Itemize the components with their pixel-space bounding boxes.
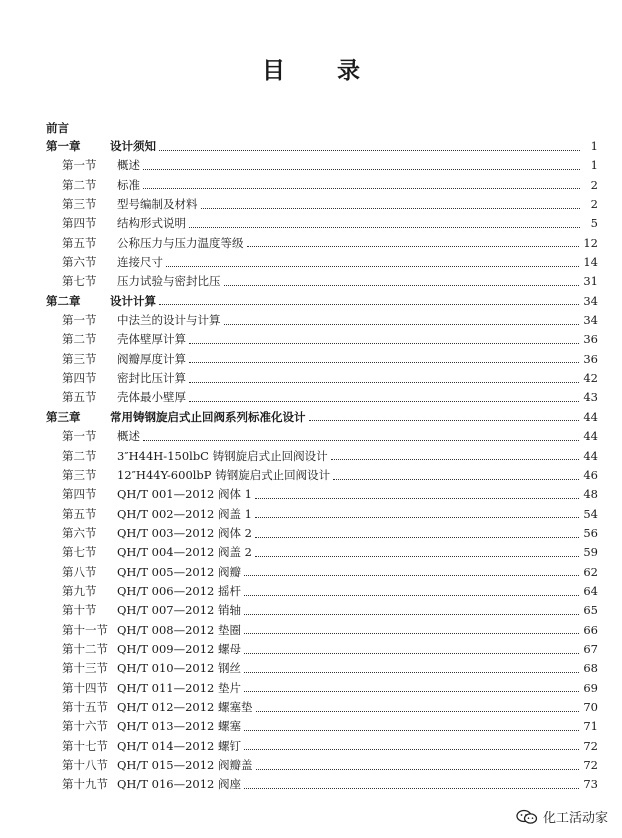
toc-section-3-2[interactable]	[46, 447, 598, 466]
section-label: 第三节	[62, 197, 97, 212]
toc-section-3-3[interactable]	[46, 466, 598, 485]
page-number: 1	[590, 139, 598, 153]
page-number: 64	[583, 583, 598, 598]
dot-leader	[159, 149, 580, 151]
section-title: QH/T 015—2012 阀瓣盖	[117, 758, 253, 772]
dot-leader	[255, 536, 579, 538]
section-label: 第七节	[62, 545, 97, 560]
chapter-label: 第二章	[46, 293, 81, 308]
toc-chapter-3[interactable]	[46, 408, 598, 427]
section-label: 第十一节	[62, 622, 108, 637]
dot-leader	[189, 226, 580, 228]
section-title: QH/T 006—2012 摇杆	[117, 583, 242, 598]
dot-leader	[255, 555, 579, 557]
dot-leader	[247, 245, 580, 247]
page-number: 67	[583, 641, 598, 656]
section-title: QH/T 007—2012 销轴	[117, 603, 242, 618]
toc-preface[interactable]	[46, 119, 598, 137]
section-label: 第五节	[62, 506, 97, 521]
page-number: 66	[583, 622, 598, 637]
section-label: 第二节	[62, 177, 97, 192]
section-title: QH/T 004—2012 阀盖 2	[117, 545, 253, 560]
page-number: 44	[583, 448, 598, 463]
page-number: 48	[583, 487, 598, 502]
dot-leader	[244, 574, 579, 576]
section-label: 第一节	[62, 429, 97, 444]
section-title: 压力试验与密封比压	[117, 274, 221, 289]
preface-label: 前言	[46, 121, 69, 135]
page-number: 70	[583, 699, 598, 714]
page-number: 12	[583, 235, 598, 250]
dot-leader	[244, 729, 579, 731]
section-title: 标准	[117, 177, 140, 192]
section-title: 阀瓣厚度计算	[117, 351, 186, 366]
page-number: 31	[583, 274, 598, 289]
toc-section-2-2[interactable]	[46, 330, 598, 349]
page-number: 59	[583, 545, 598, 560]
section-title: QH/T 005—2012 阀瓣	[117, 564, 242, 579]
page-number: 44	[583, 429, 598, 444]
dot-leader	[244, 787, 579, 789]
page-number: 62	[583, 564, 598, 579]
section-title: 连接尺寸	[117, 255, 163, 270]
section-label: 第十五节	[62, 699, 108, 714]
dot-leader	[244, 652, 579, 654]
dot-leader	[224, 323, 580, 325]
dot-leader	[244, 690, 579, 692]
dot-leader	[333, 478, 579, 480]
section-title: 结构形式说明	[117, 216, 186, 231]
section-label: 第十二节	[62, 641, 108, 656]
toc-section-3-11[interactable]	[46, 621, 598, 640]
section-label: 第四节	[62, 216, 97, 231]
page-number: 72	[583, 738, 598, 753]
section-title: 中法兰的设计与计算	[117, 313, 221, 328]
page-number: 34	[583, 293, 598, 308]
section-label: 第十节	[62, 603, 97, 618]
page-number: 34	[583, 313, 598, 328]
section-label: 第十七节	[62, 738, 108, 753]
toc-section-1-7[interactable]	[46, 272, 598, 291]
toc-section-1-1[interactable]	[46, 156, 598, 175]
toc-section-3-6[interactable]	[46, 524, 598, 543]
toc-section-1-4[interactable]	[46, 214, 598, 233]
toc-section-3-10[interactable]	[46, 601, 598, 620]
dot-leader	[244, 632, 579, 634]
page-number: 69	[583, 680, 598, 695]
dot-leader	[143, 168, 580, 170]
section-title: QH/T 014—2012 螺钉	[117, 738, 242, 753]
dot-leader	[244, 671, 579, 673]
page-number: 1	[590, 158, 598, 173]
toc-section-3-19[interactable]	[46, 775, 598, 794]
page-number: 14	[583, 255, 598, 270]
page-number: 5	[590, 216, 598, 231]
dot-leader	[256, 710, 580, 712]
toc-section-1-5[interactable]	[46, 234, 598, 253]
section-title: 12″H44Y-600lbP 铸钢旋启式止回阀设计	[117, 467, 331, 482]
toc-section-3-15[interactable]	[46, 698, 598, 717]
toc-section-3-4[interactable]	[46, 485, 598, 504]
section-label: 第一节	[62, 313, 97, 328]
toc-section-3-5[interactable]	[46, 505, 598, 524]
page-number: 36	[583, 351, 598, 366]
page-number: 46	[583, 467, 598, 482]
toc-chapter-1[interactable]	[46, 137, 598, 156]
toc-chapter-2[interactable]	[46, 292, 598, 311]
section-label: 第四节	[62, 371, 97, 386]
page-number: 42	[583, 371, 598, 386]
section-title: 概述	[117, 429, 140, 444]
toc-section-3-13[interactable]	[46, 659, 598, 678]
dot-leader	[189, 400, 579, 402]
section-label: 第十九节	[62, 777, 108, 792]
dot-leader	[309, 419, 580, 421]
page-number: 68	[583, 661, 598, 676]
section-label: 第四节	[62, 487, 97, 502]
section-title: QH/T 016—2012 阀座	[117, 777, 242, 792]
section-title: 密封比压计算	[117, 371, 186, 386]
toc-section-3-1[interactable]	[46, 427, 598, 446]
section-label: 第十八节	[62, 758, 108, 772]
section-title: QH/T 013—2012 螺塞	[117, 719, 242, 734]
section-title: QH/T 010—2012 钢丝	[117, 661, 242, 676]
toc-section-1-3[interactable]	[46, 195, 598, 214]
chapter-title: 常用铸钢旋启式止回阀系列标准化设计	[110, 409, 306, 424]
dot-leader	[159, 303, 579, 305]
wechat-icon	[516, 809, 538, 825]
chapter-title: 设计须知	[110, 139, 156, 153]
section-title: 概述	[117, 158, 140, 173]
dot-leader	[244, 594, 579, 596]
toc-section-3-17[interactable]	[46, 737, 598, 756]
chapter-label: 第一章	[46, 139, 81, 153]
page-number: 44	[583, 409, 598, 424]
dot-leader	[143, 439, 579, 441]
section-label: 第三节	[62, 467, 97, 482]
page-number: 71	[583, 719, 598, 734]
section-title: QH/T 012—2012 螺塞垫	[117, 699, 253, 714]
section-label: 第二节	[62, 332, 97, 347]
dot-leader	[189, 381, 579, 383]
toc-section-3-7[interactable]	[46, 543, 598, 562]
dot-leader	[255, 516, 579, 518]
section-title: QH/T 011—2012 垫片	[117, 680, 242, 695]
section-label: 第十六节	[62, 719, 108, 734]
section-label: 第一节	[62, 158, 97, 173]
watermark	[516, 807, 608, 826]
toc-section-3-8[interactable]	[46, 563, 598, 582]
chapter-label: 第三章	[46, 409, 81, 424]
dot-leader	[331, 458, 580, 460]
toc-section-2-1[interactable]	[46, 311, 598, 330]
dot-leader	[244, 748, 579, 750]
toc-section-2-4[interactable]	[46, 369, 598, 388]
section-label: 第八节	[62, 564, 97, 579]
dot-leader	[244, 613, 579, 615]
toc-section-1-6[interactable]	[46, 253, 598, 272]
section-title: QH/T 001—2012 阀体 1	[117, 487, 253, 502]
section-title: QH/T 009—2012 螺母	[117, 641, 242, 656]
section-title: 公称压力与压力温度等级	[117, 235, 244, 250]
section-title: 壳体壁厚计算	[117, 332, 186, 347]
section-title: QH/T 002—2012 阀盖 1	[117, 506, 253, 521]
dot-leader	[189, 361, 579, 363]
toc-section-3-18[interactable]	[46, 756, 598, 775]
dot-leader	[224, 284, 580, 286]
section-label: 第三节	[62, 351, 97, 366]
toc-section-2-5[interactable]	[46, 388, 598, 407]
page-number: 73	[583, 777, 598, 792]
section-label: 第十三节	[62, 661, 108, 676]
watermark-text: 化工活动家	[542, 811, 608, 826]
page-number: 36	[583, 332, 598, 347]
page-title: 目 录	[261, 58, 382, 84]
section-title: QH/T 008—2012 垫圈	[117, 622, 242, 637]
page-number: 43	[583, 390, 598, 405]
dot-leader	[189, 342, 579, 344]
dot-leader	[256, 768, 580, 770]
section-label: 第六节	[62, 525, 97, 540]
page-number: 56	[583, 525, 598, 540]
section-label: 第十四节	[62, 680, 108, 695]
page-number: 2	[590, 197, 598, 212]
dot-leader	[255, 497, 579, 499]
page-number: 65	[583, 603, 598, 618]
section-title: 壳体最小壁厚	[117, 390, 186, 405]
section-title: 3″H44H-150lbC 铸钢旋启式止回阀设计	[117, 448, 328, 463]
section-label: 第六节	[62, 255, 97, 270]
section-label: 第五节	[62, 235, 97, 250]
toc-section-3-9[interactable]	[46, 582, 598, 601]
dot-leader	[166, 265, 579, 267]
page-number: 54	[583, 506, 598, 521]
toc-section-1-2[interactable]	[46, 176, 598, 195]
toc-section-3-16[interactable]	[46, 717, 598, 736]
page-number: 72	[583, 758, 598, 772]
toc-section-2-3[interactable]	[46, 350, 598, 369]
page-number: 2	[590, 177, 598, 192]
section-title: 型号编制及材料	[117, 197, 198, 212]
toc-section-3-12[interactable]	[46, 640, 598, 659]
table-of-contents	[46, 119, 598, 795]
section-label: 第九节	[62, 583, 97, 598]
section-label: 第二节	[62, 448, 97, 463]
section-title: QH/T 003—2012 阀体 2	[117, 525, 253, 540]
chapter-title: 设计计算	[110, 293, 156, 308]
section-label: 第五节	[62, 390, 97, 405]
toc-section-3-14[interactable]	[46, 679, 598, 698]
dot-leader	[201, 207, 581, 209]
section-label: 第七节	[62, 274, 97, 289]
dot-leader	[143, 187, 580, 189]
